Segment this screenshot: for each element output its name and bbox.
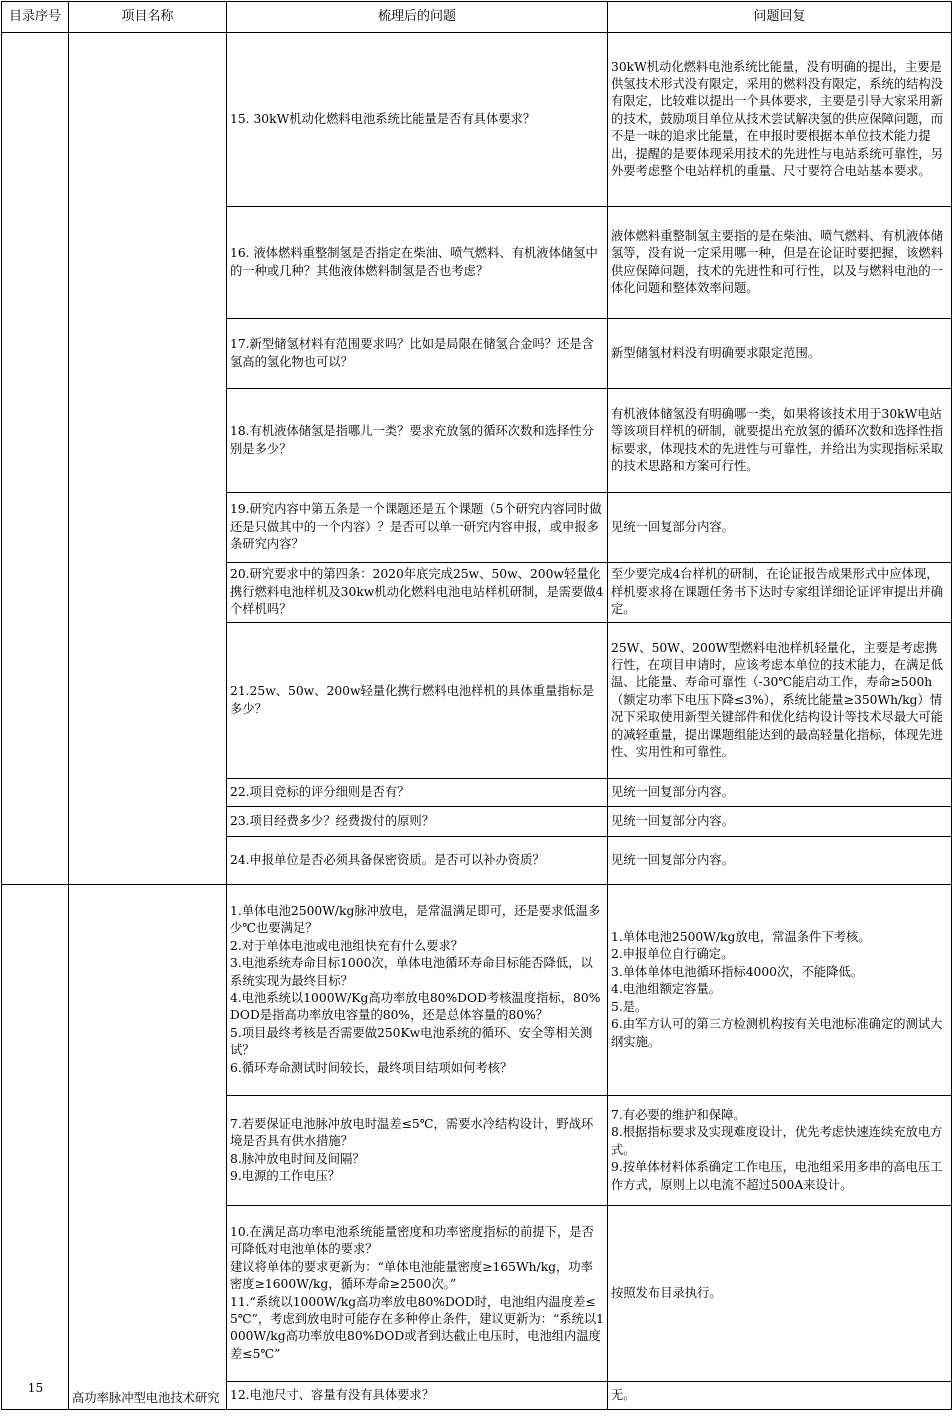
question-cell: 1.单体电池2500W/kg脉冲放电，是常温满足即可，还是要求低温多少℃也要满足？ 2.对于单体电池或电池组快充有什么要求？ 3.电池系统寿命目标1000次，单体电池循环寿命目标能否降低，以系统实现为最终目标？ 4.电池系统以1000W/Kg高功率放电80%DOD考核温度指标，80%DOD是指高功率放电容量的80%，还是总体容量的80%？ 5.项目最终考核是否需要做250Kw电池系统的循环、安全等相关测试？ 6.循环寿命测试时间较长，最终项目结项如何考核？: [227, 885, 608, 1096]
question-cell: 10.在满足高功率电池系统能量密度和功率密度指标的前提下，是否可降低对电池单体的要求？ 建议将单体的要求更新为：“单体电池能量密度≥165Wh/kg，功率密度≥1600W/kg，循环寿命≥2500次。” 11.“系统以1000W/kg高功率放电80%DOD时，电池组内温度差≤5℃”，考虑到放电时可能存在多种停止条件，建议更新为：“系统以1000W/kg高功率放电80%DOD或者到达截止电压时，电池组内温度差≤5℃”: [227, 1206, 608, 1382]
answer-cell: 30kW机动化燃料电池系统比能量，没有明确的提出，主要是供氢技术形式没有限定，采用的燃料没有限定，系统的结构没有限定，比较难以提出一个具体要求，主要是引导大家采用新的技术，鼓励项目单位从技术尝试解决氢的供应保障问题，而不是一味的追求比能量，在申报时要根据本单位技术能力提出，提醒的是要体现采用技术的先进性与电站系统可靠性，另外要考虑整个电站样机的重量、尺寸要符合电站基本要求。: [608, 33, 952, 207]
answer-cell: 1.单体电池2500W/kg放电，常温条件下考核。 2.申报单位自行确定。 3.单体单体电池循环指标4000次，不能降低。 4.电池组额定容量。 5.是。 6.由军方认可的第三方检测机构按有关电池标准确定的测试大纲实施。: [608, 885, 952, 1096]
question-cell: 18.有机液体储氢是指哪儿一类？要求充放氢的循环次数和选择性分别是多少？: [227, 389, 608, 493]
group1-index-cell: [2, 33, 69, 885]
question-cell: 24.申报单位是否必须具备保密资质。是否可以补办资质？: [227, 837, 608, 885]
answer-cell: 按照发布目录执行。: [608, 1206, 952, 1382]
answer-cell: 25W、50W、200W型燃料电池样机轻量化，主要是考虑携行性，在项目申请时，应该考虑本单位的技术能力，在满足低温、比能量、寿命可靠性（-30℃能启动工作，寿命≥500h（额定功率下电压下降≤3%），系统比能量≥350Wh/kg）情况下采取使用新型关键部件和优化结构设计等技术尽最大可能的减轻重量，提出课题组能达到的最高轻量化指标，体现先进性、实用性和可靠性。: [608, 623, 952, 779]
question-cell: 21.25w、50w、200w轻量化携行燃料电池样机的具体重量指标是多少？: [227, 623, 608, 779]
header-answer: 问题回复: [608, 2, 952, 33]
group1-name-cell: [69, 33, 227, 885]
qa-table: [1, 1, 952, 1410]
header-row: [2, 2, 952, 33]
question-cell: 20.研究要求中的第四条：2020年底完成25w、50w、200w轻量化携行燃料电池样机及30kw机动化燃料电池电站样机研制，是需要做4个样机吗？: [227, 563, 608, 623]
question-cell: 16. 液体燃料重整制氢是否指定在柴油、喷气燃料、有机液体储氢中的一种或几种？其他液体燃料制氢是否也考虑？: [227, 207, 608, 319]
question-cell: 7.若要保证电池脉冲放电时温差≤5℃，需要水冷结构设计，野战环境是否具有供水措施？ 8.脉冲放电时间及间隔？ 9.电源的工作电压？: [227, 1096, 608, 1206]
answer-cell: 无。: [608, 1382, 952, 1410]
header-index: 目录序号: [2, 2, 69, 33]
answer-cell: 液体燃料重整制氢主要指的是在柴油、喷气燃料、有机液体储氢等，没有说一定采用哪一种，但是在论证时要把握，该燃料供应保障问题，技术的先进性和可行性，以及与燃料电池的一体化问题和整体效率问题。: [608, 207, 952, 319]
answer-cell: 见统一回复部分内容。: [608, 837, 952, 885]
answer-cell: 新型储氢材料没有明确要求限定范围。: [608, 319, 952, 389]
answer-cell: 7.有必要的维护和保障。 8.根据指标要求及实现难度设计，优先考虑快速连续充放电方式。 9.按单体材料体系确定工作电压，电池组采用多串的高电压工作方式，原则上以电流不超过500A来设计。: [608, 1096, 952, 1206]
question-cell: 15. 30kW机动化燃料电池系统比能量是否有具体要求？: [227, 33, 608, 207]
answer-cell: 有机液体储氢没有明确哪一类，如果将该技术用于30kW电站等该项目样机的研制，就要提出充放氢的循环次数和选择性指标要求，体现技术的先进性与可靠性，并给出为实现指标采取的技术思路和方案可行性。: [608, 389, 952, 493]
question-cell: 19.研究内容中第五条是一个课题还是五个课题（5个研究内容同时做还是只做其中的一个内容）？是否可以单一研究内容申报，或申报多条研究内容？: [227, 493, 608, 563]
answer-cell: 见统一回复部分内容。: [608, 493, 952, 563]
answer-cell: 至少要完成4台样机的研制，在论证报告成果形式中应体现，样机要求将在课题任务书下达时专家组详细论证评审提出并确定。: [608, 563, 952, 623]
answer-cell: 见统一回复部分内容。: [608, 779, 952, 807]
group2-index-cell: 15: [2, 885, 69, 1410]
answer-cell: 见统一回复部分内容。: [608, 807, 952, 837]
question-cell: 17.新型储氢材料有范围要求吗？比如是局限在储氢合金吗？还是含氢高的氢化物也可以？: [227, 319, 608, 389]
group2-name-cell: 高功率脉冲型电池技术研究: [69, 885, 227, 1410]
header-project-name: 项目名称: [69, 2, 227, 33]
question-cell: 23.项目经费多少？经费拨付的原则？: [227, 807, 608, 837]
question-cell: 12.电池尺寸、容量有没有具体要求？: [227, 1382, 608, 1410]
table-row: [2, 33, 952, 207]
question-cell: 22.项目竞标的评分细则是否有？: [227, 779, 608, 807]
table-row: [2, 885, 952, 1096]
header-question: 梳理后的问题: [227, 2, 608, 33]
